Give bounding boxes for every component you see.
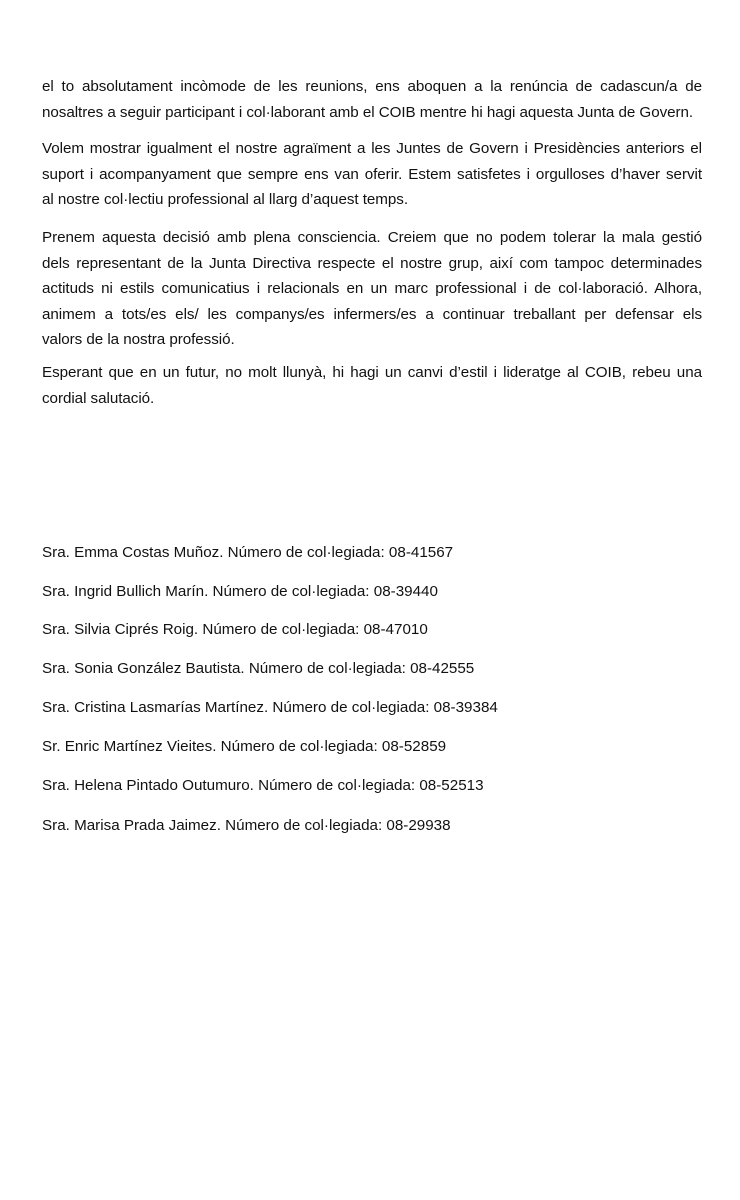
paragraph-line: nosaltres a seguir participant i col·laborant amb el COIB mentre hi hagi aquesta Junta de Govern. <box>42 103 694 121</box>
paragraph-line: suport i acompanyament que sempre ens van oferir. Estem satisfetes i orgulloses d’haver servit <box>42 165 702 183</box>
paragraph-line: animem a tots/es els/ les companys/es infermers/es a continuar treballant per defensar els <box>42 305 702 323</box>
paragraph-line: cordial salutació. <box>42 389 155 407</box>
paragraph-thanks <box>42 136 702 213</box>
signatory-line: Sra. Helena Pintado Outumuro. Número de col·legiada: 08-52513 <box>42 777 484 794</box>
paragraph-decision <box>42 225 702 353</box>
signatory-line: Sra. Silvia Ciprés Roig. Número de col·legiada: 08-47010 <box>42 621 428 638</box>
paragraph-closing <box>42 360 702 411</box>
signatory-line: Sra. Cristina Lasmarías Martínez. Número de col·legiada: 08-39384 <box>42 699 498 716</box>
signatory-line: Sra. Ingrid Bullich Marín. Número de col·legiada: 08-39440 <box>42 583 438 600</box>
paragraph-line: dels representant de la Junta Directiva respecte el nostre grup, així com tampoc determinades <box>42 254 702 272</box>
paragraph-line: actituds ni estils comunicatius i relacionals en un marc professional i de col·laboració. Alhora, <box>42 280 702 297</box>
paragraph-resignation <box>42 74 702 125</box>
signatory-line: Sr. Enric Martínez Vieites. Número de col·legiada: 08-52859 <box>42 738 447 755</box>
signatory-line: Sra. Emma Costas Muñoz. Número de col·legiada: 08-41567 <box>42 544 454 561</box>
paragraph-line: Volem mostrar igualment el nostre agraïment a les Juntes de Govern i Presidències anteriors el <box>42 140 702 157</box>
signatory-line: Sra. Marisa Prada Jaimez. Número de col·legiada: 08-29938 <box>42 817 451 834</box>
paragraph-line: el to absolutament incòmode de les reunions, ens aboquen a la renúncia de cadascun/a de <box>42 78 702 95</box>
paragraph-line: al nostre col·lectiu professional al llarg d’aquest temps. <box>42 191 409 208</box>
paragraph-line: Prenem aquesta decisió amb plena consciencia. Creiem que no podem tolerar la mala gestió <box>42 229 702 246</box>
paragraph-line: valors de la nostra professió. <box>42 331 235 348</box>
signatory-line: Sra. Sonia González Bautista. Número de col·legiada: 08-42555 <box>42 660 475 677</box>
paragraph-line: Esperant que en un futur, no molt llunyà, hi hagi un canvi d’estil i lideratge al COIB, rebeu una <box>42 364 702 381</box>
